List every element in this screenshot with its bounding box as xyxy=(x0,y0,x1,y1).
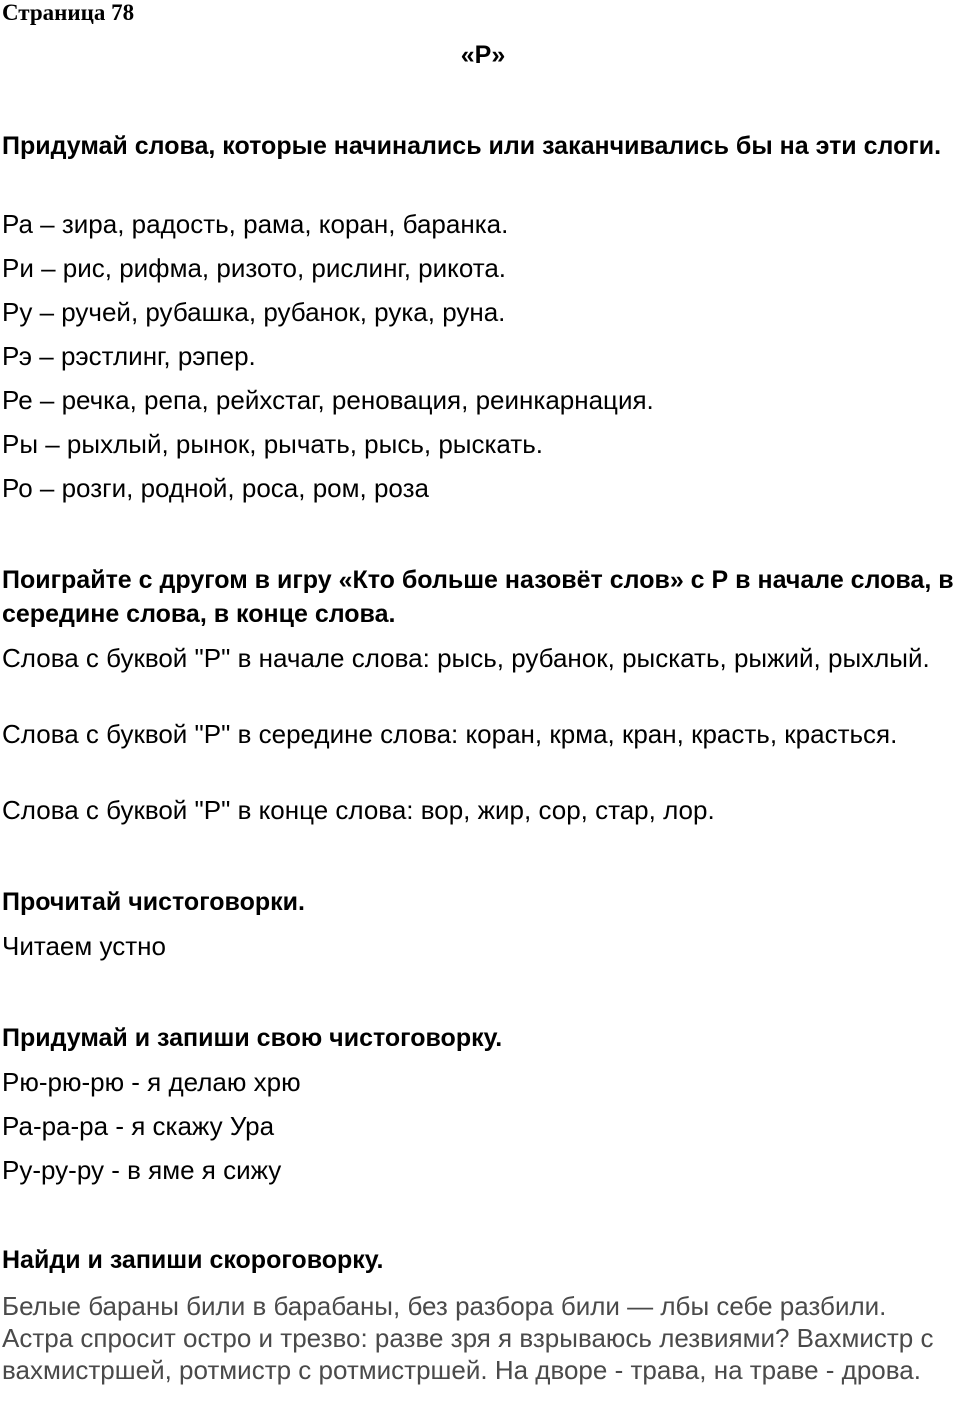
section-1-heading: Придумай слова, которые начинались или заканчивались бы на эти слоги. xyxy=(2,132,942,160)
section-5-text: Белые бараны били в барабаны, без разбора били — лбы себе разбили. Астра спросит остро и трезво: разве зря я взрываюсь лезвиями? Вахмистр с вахмистршей, ротмистр с ротмистршей. На дворе - трава, на траве - дрова. xyxy=(2,1291,934,1385)
section-2-line: Слова с буквой "Р" в конце слова: вор, жир, сор, стар, лор. xyxy=(2,795,715,825)
section-1-line: Ре – речка, репа, рейхстаг, реновация, реинкарнация. xyxy=(2,385,654,415)
section-2-line: Слова с буквой "Р" в начале слова: рысь, рубанок, рыскать, рыжий, рыхлый. xyxy=(2,643,930,673)
section-4-line: Рю-рю-рю - я делаю хрю xyxy=(2,1067,301,1097)
section-2-heading: Поиграйте с другом в игру «Кто больше назовёт слов» с Р в начале слова, в середине слова, в конце слова. xyxy=(2,566,954,628)
section-4-line: Ру-ру-ру - в яме я сижу xyxy=(2,1155,282,1185)
page-label: Страница 78 xyxy=(2,0,135,25)
section-4-line: Ра-ра-ра - я скажу Ура xyxy=(2,1111,275,1141)
page-title: «Р» xyxy=(460,41,506,69)
section-1-line: Ры – рыхлый, рынок, рычать, рысь, рыскать. xyxy=(2,429,543,459)
section-4-heading: Придумай и запиши свою чистоговорку. xyxy=(2,1024,503,1052)
section-3-heading: Прочитай чистоговорки. xyxy=(2,888,305,916)
section-3-line: Читаем устно xyxy=(2,931,166,961)
section-1-line: Ро – розги, родной, роса, ром, роза xyxy=(2,473,429,503)
section-1-line: Ру – ручей, рубашка, рубанок, рука, руна. xyxy=(2,297,506,327)
section-2-line: Слова с буквой "Р" в середине слова: коран, крма, кран, красть, красться. xyxy=(2,719,898,749)
section-5-heading: Найди и запиши скороговорку. xyxy=(2,1246,384,1274)
section-1-line: Ри – рис, рифма, ризото, рислинг, рикота. xyxy=(2,253,507,283)
section-1-line: Ра – зира, радость, рама, коран, баранка. xyxy=(2,209,509,239)
section-1-line: Рэ – рэстлинг, рэпер. xyxy=(2,341,256,371)
